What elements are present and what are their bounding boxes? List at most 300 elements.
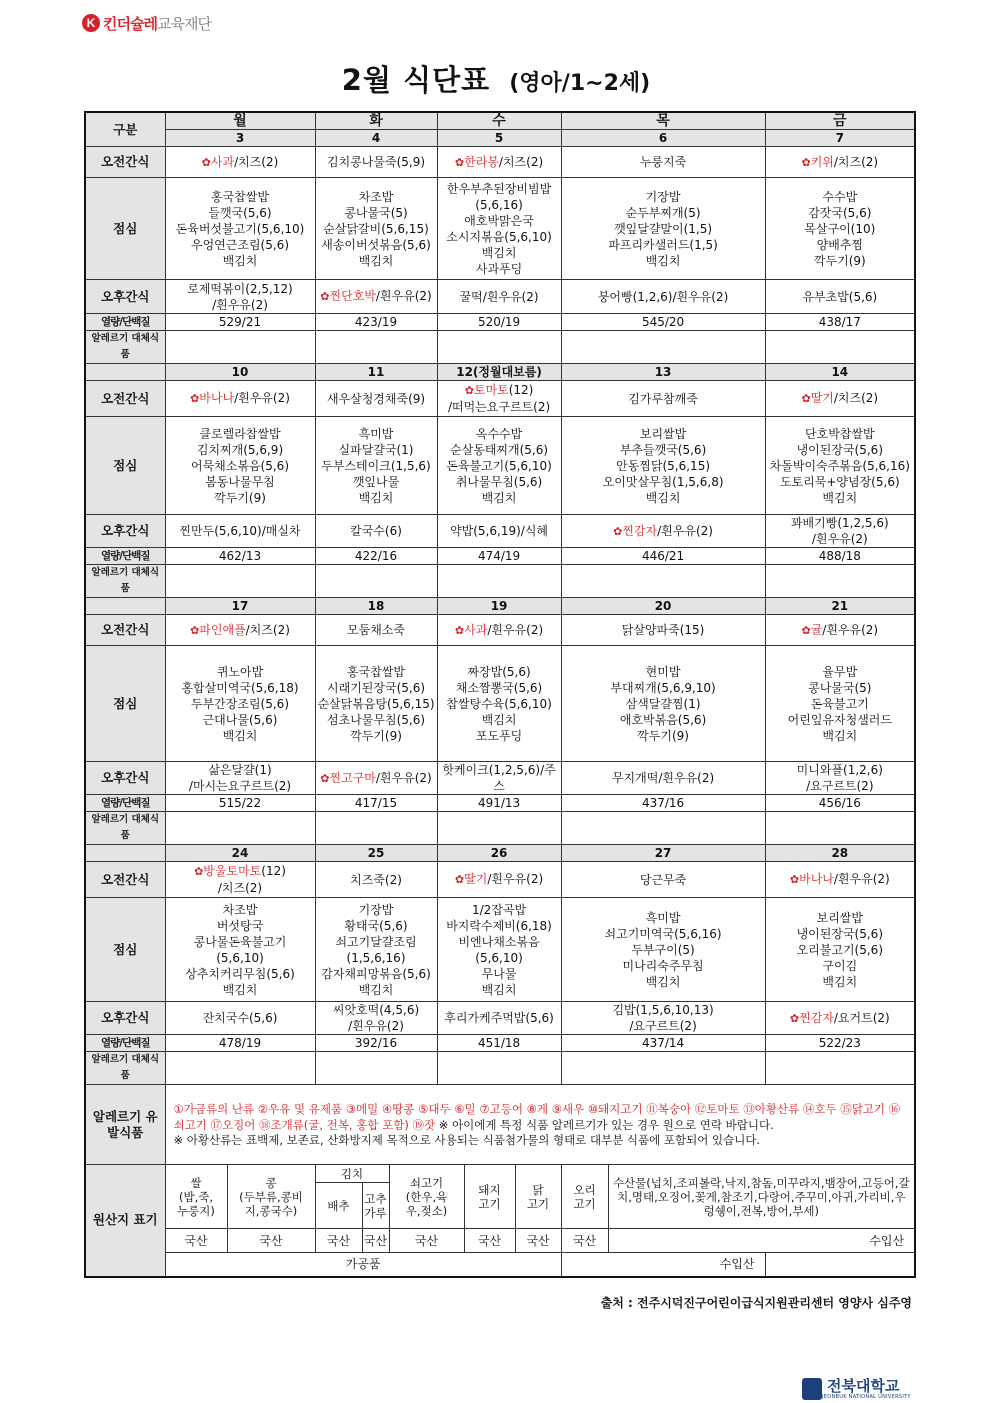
lunch-wed: [437, 646, 561, 762]
lunch-item: 실파달걀국(1): [338, 442, 414, 457]
origin-seafood: 수산물(넙치,조피볼락,낙지,참돔,미꾸라지,뱀장어,고등어,갈치,명태,오징어,꽃게,참조기,다랑어,주꾸미,아귀,가리비,우렁쉥이,전복,방어,부세): [608, 1165, 915, 1229]
lunch-wed: [437, 898, 561, 1002]
flower-icon: ✿: [789, 1011, 800, 1025]
lunch-mon: [165, 646, 315, 762]
origin-pork-value: 국산: [464, 1229, 515, 1253]
nutrition-mon: 529/21: [165, 314, 315, 331]
allergy-info: [165, 1085, 915, 1165]
snack-text: 무지개떡/흰우유(2): [611, 771, 715, 785]
snack-text: /요거트(2): [833, 1010, 890, 1025]
lunch-label: 점심: [85, 898, 165, 1002]
category-header: 구분: [85, 112, 165, 147]
lunch-label: 점심: [85, 178, 165, 280]
lunch-item: 백김치: [222, 253, 258, 268]
lunch-item: 삼색달걀찜(1): [625, 696, 701, 711]
snack-text: 칼국수(6): [350, 524, 402, 538]
lunch-item: 깻잎나물: [352, 474, 400, 489]
origin-duck-value: 국산: [561, 1229, 608, 1253]
morning-snack-label: 오전간식: [85, 862, 165, 898]
afternoon-snack-mon: [165, 762, 315, 795]
snack-text: (12) /떠먹는요구르트(2): [447, 383, 551, 414]
flower-icon: ✿: [801, 392, 811, 405]
university-name: 전북대학교: [827, 1376, 900, 1395]
allergy-alt-fri: [765, 812, 915, 845]
lunch-fri: [765, 898, 915, 1002]
flower-icon: ✿: [320, 290, 330, 303]
origin-duck: 오리 고기: [561, 1165, 608, 1229]
snack-text: 모둠채소죽: [347, 623, 405, 637]
lunch-fri: [765, 646, 915, 762]
snack-text: 김치콩나물죽(5,9): [327, 155, 426, 169]
snack-text: (12) /치즈(2): [217, 864, 286, 895]
lunch-item: 목살구이(10): [804, 221, 876, 236]
date-mon: 24: [165, 845, 315, 862]
lunch-item: 기장밥: [645, 189, 681, 204]
flower-icon: ✿: [464, 384, 474, 397]
lunch-item: 백김치: [645, 974, 681, 989]
nutrition-fri: 488/18: [765, 548, 915, 565]
lunch-item: 섬초나물무침(5,6): [327, 712, 426, 727]
snack-text: 당근무죽: [639, 872, 687, 887]
lunch-item: 냉이된장국(5,6): [796, 442, 884, 457]
day-header-tue: 화: [315, 112, 437, 130]
date-thu: 27: [561, 845, 765, 862]
lunch-item: 오이맛살무침(1,5,6,8): [602, 474, 724, 489]
morning-snack-wed: [437, 615, 561, 646]
morning-snack-thu: [561, 615, 765, 646]
lunch-item: 차조밥: [358, 189, 394, 204]
allergy-alt-thu: [561, 331, 765, 364]
lunch-item: 순살동태찌개(5,6): [450, 442, 549, 457]
flower-icon: ✿: [613, 524, 623, 538]
lunch-item: 옥수수밥: [475, 426, 523, 441]
brand-suffix: 교육재단: [156, 14, 211, 33]
lunch-item: 백김치: [822, 728, 858, 743]
date-fri: 7: [765, 130, 915, 147]
afternoon-snack-label: 오후간식: [85, 515, 165, 548]
afternoon-snack-mon: [165, 1002, 315, 1035]
nutrition-tue: 422/16: [315, 548, 437, 565]
lunch-item: 백김치: [481, 490, 517, 505]
morning-snack-thu: [561, 862, 765, 898]
date-fri: 28: [765, 845, 915, 862]
afternoon-snack-wed: [437, 1002, 561, 1035]
nutrition-label: 열량/단백질: [85, 1035, 165, 1052]
menu-table: [84, 111, 916, 1278]
lunch-item: 비엔나채소볶음: [458, 934, 540, 949]
lunch-item: 깍두기(9): [637, 728, 689, 743]
snack-text: 유부초밥(5,6): [802, 289, 878, 304]
morning-snack-label: 오전간식: [85, 381, 165, 417]
fruit-name: 바나나: [199, 391, 235, 405]
snack-text: 붕어빵(1,2,6)/흰우유(2): [597, 289, 729, 304]
logo-k-icon: K: [82, 14, 100, 32]
origin-bean: 콩 (두부류,콩비 지,콩국수): [227, 1165, 315, 1229]
lunch-item: 김치찌개(5,6,9): [196, 442, 284, 457]
origin-processed-value: 수입산: [561, 1253, 765, 1277]
lunch-item: 순살닭볶음탕(5,6,15): [317, 696, 435, 711]
fruit-name: 찐감자: [799, 1010, 834, 1025]
morning-snack-mon: [165, 147, 315, 178]
lunch-item: 파프리카샐러드(1,5): [608, 237, 718, 252]
lunch-item: 쇠고기미역국(5,6,16): [604, 926, 722, 941]
flower-icon: ✿: [789, 873, 800, 886]
allergy-alt-mon: [165, 1052, 315, 1085]
lunch-item: 보리쌀밥: [816, 910, 863, 925]
afternoon-snack-wed: [437, 280, 561, 314]
fruit-name: 귤: [810, 622, 823, 637]
allergy-alt-wed: [437, 331, 561, 364]
lunch-item: 미나리숙주무침: [622, 958, 704, 973]
snack-text: 미니와플(1,2,6) /요구르트(2): [796, 763, 883, 793]
lunch-item: 백김치: [822, 974, 858, 989]
lunch-item: 차돌박이숙주볶음(5,6,16): [769, 458, 910, 473]
lunch-item: 백김치: [645, 253, 681, 268]
origin-kimchi: 김치: [315, 1165, 389, 1183]
nutrition-thu: 446/21: [561, 548, 765, 565]
date-tue: 4: [315, 130, 437, 147]
snack-text: 약밥(5,6,19)/식혜: [450, 524, 549, 538]
nutrition-wed: 451/18: [437, 1035, 561, 1052]
fruit-name: 딸기: [810, 391, 834, 405]
date-thu: 6: [561, 130, 765, 147]
allergy-alt-tue: [315, 1052, 437, 1085]
university-seal-icon: [802, 1378, 822, 1400]
origin-cabbage-value: 국산: [315, 1229, 362, 1253]
date-row-label: [85, 364, 165, 381]
nutrition-tue: 417/15: [315, 795, 437, 812]
origin-pepper-value: 국산: [362, 1229, 389, 1253]
lunch-item: 무나물: [481, 966, 517, 981]
afternoon-snack-tue: [315, 762, 437, 795]
fruit-name: 키위: [810, 154, 834, 169]
morning-snack-fri: [765, 615, 915, 646]
allergy-note-1: ※ 아이에게 특정 식품 알레르기가 있는 경우 원으로 연락 바랍니다.: [435, 1118, 774, 1132]
flower-icon: ✿: [190, 623, 200, 637]
origin-rice-value: 국산: [165, 1229, 227, 1253]
morning-snack-tue: [315, 862, 437, 898]
lunch-item: 홍국찹쌀밥: [211, 189, 269, 204]
snack-text: 꽈배기빵(1,2,5,6) /흰우유(2): [790, 516, 889, 546]
afternoon-snack-tue: [315, 1002, 437, 1035]
nutrition-thu: 545/20: [561, 314, 765, 331]
snack-text: 씨앗호떡(4,5,6) /흰우유(2): [332, 1003, 420, 1033]
lunch-item: 채소짬뽕국(5,6): [455, 680, 543, 695]
allergy-alt-tue: [315, 565, 437, 598]
morning-snack-thu: [561, 381, 765, 417]
snack-text: 김밥(1,5,6,10,13) /요구르트(2): [612, 1003, 714, 1033]
date-mon: 3: [165, 130, 315, 147]
origin-beef-value: 국산: [389, 1229, 464, 1253]
nutrition-thu: 437/14: [561, 1035, 765, 1052]
lunch-item: 두부스테이크(1,5,6): [321, 458, 431, 473]
date-wed: 5: [437, 130, 561, 147]
fruit-name: 파인애플: [199, 622, 246, 637]
lunch-item: 백김치: [358, 253, 394, 268]
lunch-item: 감자채피망볶음(5,6): [321, 966, 431, 981]
afternoon-snack-thu: [561, 280, 765, 314]
afternoon-snack-tue: [315, 515, 437, 548]
lunch-item: 새송이버섯볶음(5,6): [321, 237, 431, 252]
lunch-fri: [765, 417, 915, 515]
flower-icon: ✿: [801, 155, 811, 169]
morning-snack-tue: [315, 147, 437, 178]
date-mon: 10: [165, 364, 315, 381]
snack-text: /흰우유(2): [375, 770, 432, 785]
origin-rice: 쌀 (밥,죽, 누룽지): [165, 1165, 227, 1229]
snack-text: /흰우유(2): [833, 872, 890, 886]
lunch-item: 한우부추된장비빔밥: [446, 181, 552, 196]
snack-text: /치즈(2): [833, 391, 879, 405]
allergy-alt-label: 알레르기 대체식품: [85, 565, 165, 598]
lunch-item: 찹쌀탕수육(5,6,10): [446, 696, 552, 711]
title-sub: (영아/1~2세): [509, 71, 651, 96]
fruit-name: 딸기: [464, 872, 488, 886]
lunch-item: 구이김: [822, 958, 858, 973]
lunch-item: 안동찜닭(5,6,15): [616, 458, 711, 473]
flower-icon: ✿: [320, 771, 330, 785]
lunch-item: 감잣국(5,6): [808, 205, 872, 220]
origin-processed-label: 가공품: [165, 1253, 561, 1277]
afternoon-snack-thu: [561, 1002, 765, 1035]
allergy-alt-tue: [315, 331, 437, 364]
allergy-alt-thu: [561, 1052, 765, 1085]
date-fri: 21: [765, 598, 915, 615]
flower-icon: ✿: [201, 155, 211, 169]
lunch-item: 깍두기(9): [214, 490, 266, 505]
lunch-item: 백김치: [481, 982, 517, 997]
nutrition-tue: 392/16: [315, 1035, 437, 1052]
lunch-item: 퀴노아밥: [216, 664, 264, 679]
nutrition-wed: 491/13: [437, 795, 561, 812]
lunch-item: 백김치: [222, 982, 258, 997]
nutrition-fri: 438/17: [765, 314, 915, 331]
lunch-item: 어묵채소볶음(5,6): [191, 458, 289, 473]
morning-snack-label: 오전간식: [85, 147, 165, 178]
day-header-mon: 월: [165, 112, 315, 130]
lunch-item: 돈육불고기(5,6,10): [446, 458, 552, 473]
lunch-item: 짜장밥(5,6): [467, 664, 531, 679]
lunch-item: 소시지볶음(5,6,10): [446, 229, 552, 244]
lunch-mon: [165, 417, 315, 515]
snack-text: 잔치국수(5,6): [202, 1011, 278, 1025]
lunch-item: 백김치: [822, 490, 858, 505]
lunch-item: 기장밥: [358, 902, 394, 917]
snack-text: 로제떡볶이(2,5,12) /흰우유(2): [187, 281, 293, 312]
lunch-item: 콩나물돈육불고기: [193, 934, 287, 949]
allergy-alt-label: 알레르기 대체식품: [85, 812, 165, 845]
snack-text: /흰우유(2): [487, 872, 544, 886]
date-fri: 14: [765, 364, 915, 381]
kindershule-logo: [82, 12, 211, 34]
afternoon-snack-wed: [437, 515, 561, 548]
lunch-item: 율무밥: [822, 664, 858, 679]
day-header-thu: 목: [561, 112, 765, 130]
snack-text: 삶은달걀(1) /마시는요구르트(2): [188, 763, 292, 793]
lunch-label: 점심: [85, 417, 165, 515]
lunch-item: 수수밥: [822, 189, 858, 204]
snack-text: /치즈(2): [498, 154, 544, 169]
lunch-item: 부대찌개(5,6,9,10): [610, 680, 716, 695]
nutrition-label: 열량/단백질: [85, 314, 165, 331]
lunch-tue: [315, 178, 437, 280]
fruit-name: 찐단호박: [329, 289, 376, 303]
date-tue: 25: [315, 845, 437, 862]
afternoon-snack-fri: [765, 515, 915, 548]
flower-icon: ✿: [194, 865, 204, 878]
afternoon-snack-tue: [315, 280, 437, 314]
snack-text: 닭살양파죽(15): [621, 623, 705, 637]
nutrition-thu: 437/16: [561, 795, 765, 812]
allergy-alt-tue: [315, 812, 437, 845]
fruit-name: 한라봉: [464, 154, 499, 169]
morning-snack-thu: [561, 147, 765, 178]
allergy-alt-thu: [561, 565, 765, 598]
lunch-item: 포도푸딩: [475, 728, 523, 743]
morning-snack-fri: [765, 862, 915, 898]
morning-snack-mon: [165, 862, 315, 898]
nutrition-mon: 462/13: [165, 548, 315, 565]
snack-text: /흰우유(2): [234, 391, 290, 405]
nutrition-fri: 522/23: [765, 1035, 915, 1052]
afternoon-snack-label: 오후간식: [85, 280, 165, 314]
origin-beef: 쇠고기 (한우,육 우,젖소): [389, 1165, 464, 1229]
date-row-label: [85, 845, 165, 862]
lunch-thu: [561, 417, 765, 515]
lunch-item: 홍국찹쌀밥: [347, 664, 405, 679]
date-thu: 13: [561, 364, 765, 381]
allergy-alt-mon: [165, 565, 315, 598]
allergy-alt-wed: [437, 565, 561, 598]
fruit-name: 토마토: [473, 383, 509, 397]
flower-icon: ✿: [454, 155, 465, 169]
nutrition-label: 열량/단백질: [85, 548, 165, 565]
university-logo: [802, 1378, 911, 1400]
afternoon-snack-label: 오후간식: [85, 1002, 165, 1035]
origin-seafood-value: 수입산: [608, 1229, 915, 1253]
snack-text: 후리가케주먹밥(5,6): [444, 1011, 554, 1025]
lunch-tue: [315, 646, 437, 762]
lunch-item: 바지락수제비(6,18): [446, 918, 552, 933]
lunch-item: 우엉연근조림(5,6): [191, 237, 289, 252]
allergy-alt-fri: [765, 565, 915, 598]
morning-snack-mon: [165, 615, 315, 646]
afternoon-snack-wed: [437, 762, 561, 795]
afternoon-snack-mon: [165, 515, 315, 548]
lunch-item: 두부간장조림(5,6): [191, 696, 289, 711]
lunch-item: 백김치: [645, 490, 681, 505]
lunch-item: 도토리묵+양념장(5,6): [779, 474, 900, 489]
flower-icon: ✿: [454, 873, 465, 886]
date-tue: 11: [315, 364, 437, 381]
lunch-item: 상추치커리무침(5,6): [185, 966, 295, 981]
lunch-item: 황태국(5,6): [344, 918, 408, 933]
allergy-alt-fri: [765, 331, 915, 364]
snack-text: /흰우유(2): [822, 622, 879, 637]
morning-snack-fri: [765, 381, 915, 417]
lunch-item: 오리불고기(5,6): [796, 942, 884, 957]
lunch-label: 점심: [85, 646, 165, 762]
afternoon-snack-thu: [561, 515, 765, 548]
snack-text: 찐만두(5,6,10)/매실차: [179, 524, 301, 538]
date-wed: 26: [437, 845, 561, 862]
morning-snack-tue: [315, 381, 437, 417]
date-wed: 19: [437, 598, 561, 615]
lunch-tue: [315, 898, 437, 1002]
lunch-item: (5,6,16): [475, 197, 523, 212]
lunch-item: 백김치: [358, 490, 394, 505]
lunch-item: 흑미밥: [358, 426, 394, 441]
lunch-item: 깻잎달걀말이(1,5): [614, 221, 713, 236]
snack-text: /치즈(2): [833, 154, 879, 169]
lunch-item: (5,6,10): [475, 950, 523, 965]
afternoon-snack-fri: [765, 1002, 915, 1035]
fruit-name: 찐고구마: [329, 770, 376, 785]
allergy-note-2: ※ 아황산류는 표백제, 보존료, 산화방지제 목적으로 사용되는 식품첨가물의 형태로 대부분 식품에 포함되어 있습니다.: [173, 1133, 761, 1147]
lunch-item: 취나물무침(5,6): [455, 474, 543, 489]
lunch-item: 백김치: [358, 982, 394, 997]
lunch-item: 1/2잡곡밥: [472, 902, 527, 917]
lunch-item: 돈육불고기: [810, 696, 869, 711]
snack-text: /흰우유(2): [657, 523, 713, 538]
day-header-wed: 수: [437, 112, 561, 130]
lunch-item: 백김치: [222, 728, 258, 743]
afternoon-snack-fri: [765, 762, 915, 795]
lunch-item: 차조밥: [222, 902, 258, 917]
fruit-name: 사과: [464, 622, 488, 637]
date-row-label: [85, 598, 165, 615]
fruit-name: 찐감자: [622, 523, 658, 538]
snack-text: /치즈(2): [234, 154, 279, 169]
lunch-item: 양배추찜: [816, 237, 863, 252]
lunch-item: (1,5,6,16): [346, 950, 406, 965]
allergy-alt-wed: [437, 812, 561, 845]
lunch-item: 시래기된장국(5,6): [327, 680, 426, 695]
allergy-list: ①가금류의 난류 ②우유 및 유제품 ③메밀 ④땅콩 ⑤대두 ⑥밀 ⑦고등어 ⑧게 ⑨새우 ⑩돼지고기 ⑪복숭아 ⑫토마토 ⑬아황산류 ⑭호두 ⑮닭고기 ⑯쇠고기 ⑰오징어 ⑱조개류(굴, 전복, 홍합 포함) ⑲잣: [173, 1102, 901, 1132]
origin-label: 원산지 표기: [85, 1165, 165, 1277]
snack-text: /흰우유(2): [375, 289, 432, 303]
morning-snack-mon: [165, 381, 315, 417]
lunch-item: 돈육버섯불고기(5,6,10): [175, 221, 305, 236]
allergy-alt-label: 알레르기 대체식품: [85, 331, 165, 364]
origin-pork: 돼지 고기: [464, 1165, 515, 1229]
snack-text: /치즈(2): [245, 622, 290, 637]
lunch-item: 단호박찹쌀밥: [805, 426, 875, 441]
source-credit: 출처 : 전주시덕진구어린이급식지원관리센터 영양사 심주영: [600, 1296, 912, 1310]
lunch-item: 어린잎유자청샐러드: [787, 712, 892, 727]
allergy-alt-thu: [561, 812, 765, 845]
lunch-item: 부추들깻국(5,6): [619, 442, 707, 457]
lunch-item: 백김치: [481, 712, 517, 727]
nutrition-label: 열량/단백질: [85, 795, 165, 812]
lunch-thu: [561, 898, 765, 1002]
lunch-item: 순두부찌개(5): [625, 205, 701, 220]
lunch-item: 냉이된장국(5,6): [796, 926, 884, 941]
lunch-item: 콩나물국(5): [808, 680, 872, 695]
nutrition-mon: 515/22: [165, 795, 315, 812]
origin-cabbage: 배추: [315, 1183, 362, 1229]
lunch-item: 순살닭갈비(5,6,15): [323, 221, 429, 236]
flower-icon: ✿: [190, 392, 200, 405]
afternoon-snack-thu: [561, 762, 765, 795]
lunch-tue: [315, 417, 437, 515]
lunch-item: 현미밥: [645, 664, 681, 679]
origin-chicken-value: 국산: [515, 1229, 561, 1253]
lunch-item: (5,6,10): [216, 950, 264, 965]
afternoon-snack-fri: [765, 280, 915, 314]
lunch-item: 버섯탕국: [216, 918, 264, 933]
nutrition-fri: 456/16: [765, 795, 915, 812]
